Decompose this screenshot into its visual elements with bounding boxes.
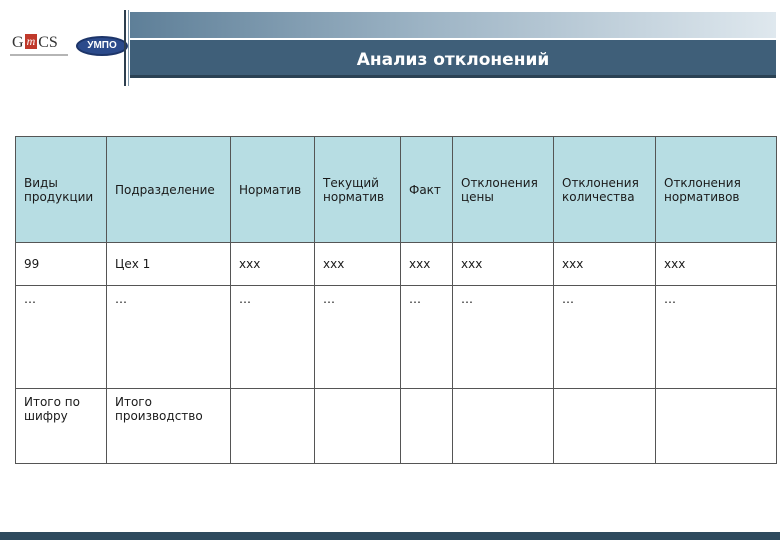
table-cell [401,389,453,464]
table-cell: ххх [401,243,453,286]
table-cell: 99 [16,243,107,286]
table-cell: Итого по шифру [16,389,107,464]
table-cell: ххх [453,243,554,286]
column-header: Отклонения количества [554,137,656,243]
table-cell: … [16,286,107,389]
table-cell: … [107,286,231,389]
table-cell [231,389,315,464]
table-cell: ххх [656,243,777,286]
column-header: Факт [401,137,453,243]
page-title: Анализ отклонений [356,50,550,70]
gmcs-logo-underline [10,54,68,56]
table-cell [554,389,656,464]
table-cell: … [401,286,453,389]
table-cell: Итого производство [107,389,231,464]
table-cell: ххх [315,243,401,286]
table-cell: Цех 1 [107,243,231,286]
table-cell [656,389,777,464]
title-banner [130,40,776,78]
table-cell: … [554,286,656,389]
gmcs-logo-cs: CS [38,34,58,51]
table-row [16,286,777,389]
table-cell: … [656,286,777,389]
table-cell [453,389,554,464]
gmcs-logo [12,34,58,52]
column-header: Норматив [231,137,315,243]
gmcs-logo-m: m [26,34,36,48]
column-header: Текущий норматив [315,137,401,243]
deviation-table [15,136,777,464]
table-cell: ххх [231,243,315,286]
header-gradient-band [130,12,776,38]
table-cell: … [231,286,315,389]
column-header: Отклонения цены [453,137,554,243]
column-header: Виды продукции [16,137,107,243]
table-cell [315,389,401,464]
table-row [16,389,777,464]
table-cell: ххх [554,243,656,286]
table-cell: … [453,286,554,389]
gmcs-logo-g: G [12,34,24,51]
table-header-row [16,137,777,243]
header-divider-light [128,10,129,86]
column-header: Отклонения нормативов [656,137,777,243]
header-divider [124,10,126,86]
column-header: Подразделение [107,137,231,243]
logos [8,24,120,64]
footer-bar [0,532,780,540]
umpo-logo: УМПО [76,36,128,56]
table-row [16,243,777,286]
table-cell: … [315,286,401,389]
